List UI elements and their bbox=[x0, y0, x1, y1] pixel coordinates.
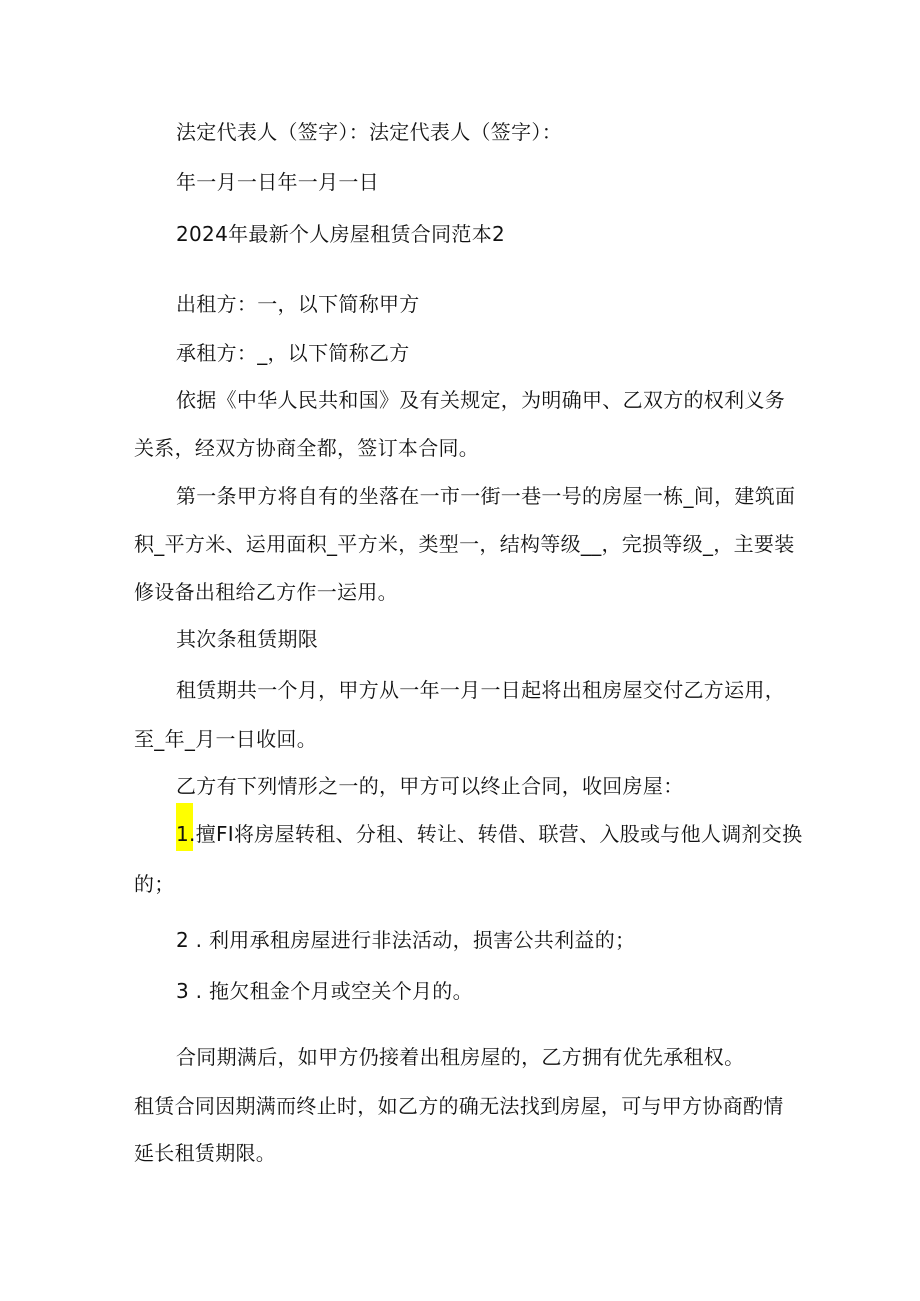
lessee-line: 承租方：_，以下简称乙方 bbox=[176, 341, 410, 365]
article-1-line-2: 积_平方米、运用面积_平方米，类型一，结构等级__，完损等级_，主要装 bbox=[134, 532, 795, 556]
item-2: 2 . 利用承租房屋进行非法活动，损害公共利益的； bbox=[176, 928, 636, 952]
lease-term-line-2: 至_年_月一日收回。 bbox=[134, 727, 317, 751]
item-1-line-1 bbox=[176, 820, 802, 848]
termination-intro: 乙方有下列情形之一的，甲方可以终止合同，收回房屋： bbox=[176, 774, 684, 798]
article-2-heading: 其次条租赁期限 bbox=[176, 627, 319, 651]
preamble-line-2: 关系，经双方协商全都，签订本合同。 bbox=[134, 436, 480, 460]
renewal-line: 合同期满后，如甲方仍接着出租房屋的，乙方拥有优先承租权。 bbox=[176, 1045, 745, 1069]
lessor-line: 出租方：一，以下简称甲方 bbox=[176, 292, 420, 316]
expiry-line-1: 租赁合同因期满而终止时，如乙方的确无法找到房屋，可与甲方协商酌情 bbox=[134, 1094, 784, 1118]
article-1-line-3: 修设备出租给乙方作一运用。 bbox=[134, 580, 398, 604]
lease-term-line-1: 租赁期共一个月，甲方从一年一月一日起将出租房屋交付乙方运用， bbox=[176, 678, 785, 702]
item-1-text: 擅FI将房屋转租、分租、转让、转借、联营、入股或与他人调剂交换 bbox=[195, 822, 803, 846]
item-3: 3 . 拖欠租金个月或空关个月的。 bbox=[176, 979, 473, 1003]
preamble-line-1: 依据《中华人民共和国》及有关规定，为明确甲、乙双方的权利义务 bbox=[176, 388, 785, 412]
expiry-line-2: 延长租赁期限。 bbox=[134, 1141, 277, 1165]
item-1-line-2: 的； bbox=[134, 872, 175, 896]
item-1-number: 1. bbox=[176, 822, 196, 846]
article-1-line-1: 第一条甲方将自有的坐落在一市一街一巷一号的房屋一栋_间，建筑面 bbox=[176, 484, 796, 508]
contract-title: 2024年最新个人房屋租赁合同范本2 bbox=[176, 222, 506, 246]
signature-line: 法定代表人（签字）：法定代表人（签字）： bbox=[176, 120, 562, 144]
date-line: 年一月一日年一月一日 bbox=[176, 170, 379, 194]
